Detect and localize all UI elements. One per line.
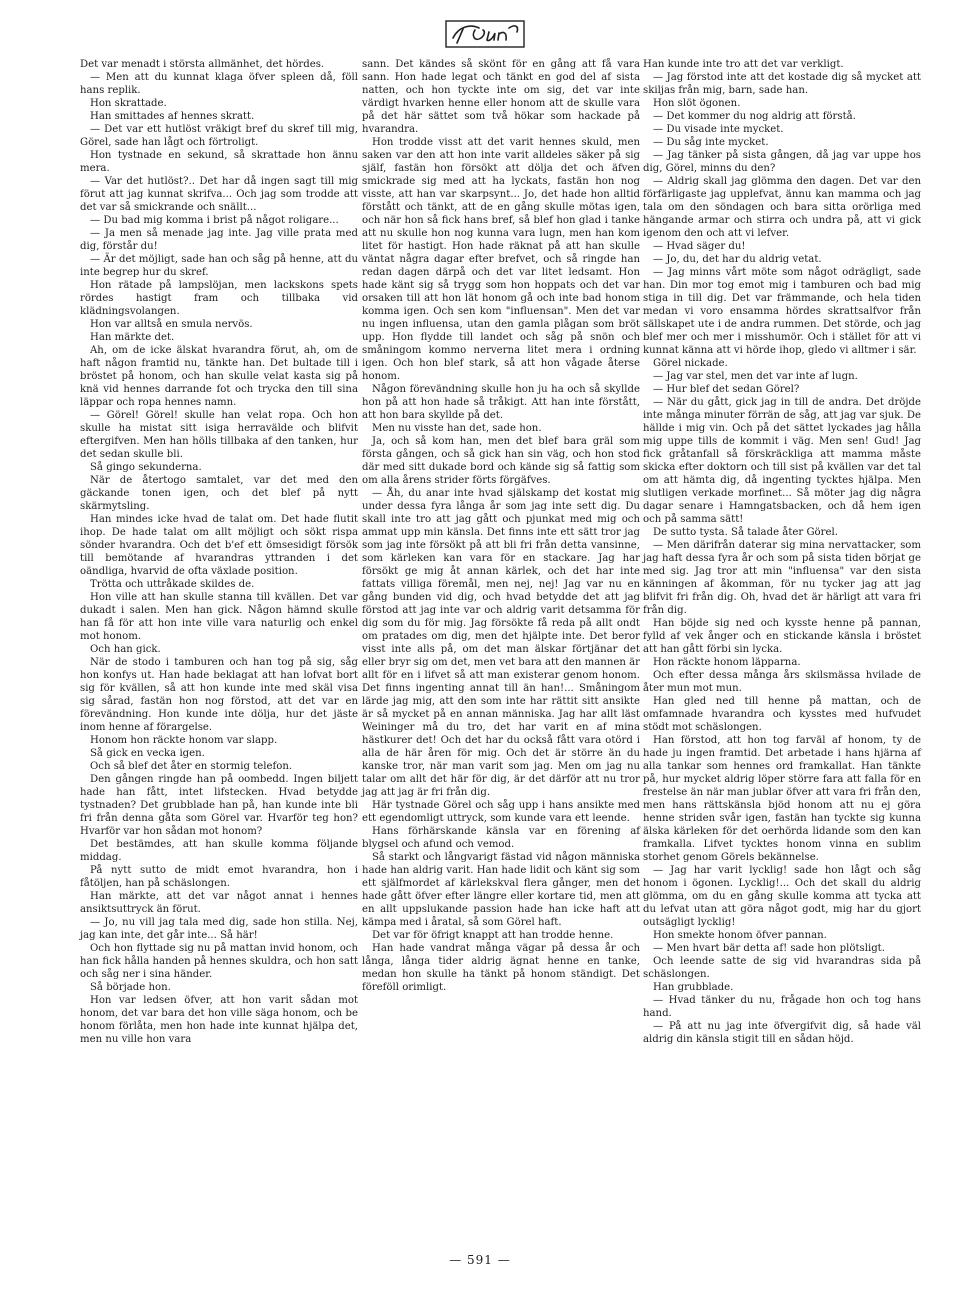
paragraph: Och han gick. bbox=[90, 644, 161, 655]
paragraph: Hon räckte honom läpparna. bbox=[653, 657, 801, 668]
paragraph: Görel nickade. bbox=[653, 358, 728, 369]
paragraph: Hon tystnade en sekund, så skrattade hon ännu mera. bbox=[80, 150, 358, 174]
page-number: — 591 — bbox=[449, 1253, 511, 1267]
paragraph: — Men att du kunnat klaga öfver spleen då, föll hans replik. bbox=[80, 72, 358, 96]
paragraph: — Hur blef det sedan Görel? bbox=[653, 384, 800, 395]
paragraph: — Men hvart bär detta af! sade hon plötsligt. bbox=[653, 943, 885, 954]
paragraph: Hon var ledsen öfver, att hon varit sådan mot honom, det var bara det hon ville säga honom, och be honom förlåta, men hon hade inte kunnat hjälpa det, men nu ville hon vara bbox=[80, 995, 358, 1045]
paragraph: — Jo, du, det har du aldrig vetat. bbox=[653, 254, 822, 265]
paragraph: Ah, om de icke älskat hvarandra förut, ah, om de haft någon framtid nu, tänkte han. Det bultade till i bröstet på honom, och han skulle velat kasta sig på knä vid hennes darrande fot och trycka den till sina läppar och ropa hennes namn. bbox=[80, 345, 358, 408]
paragraph: — Det kommer du nog aldrig att förstå. bbox=[653, 111, 856, 122]
paragraph: Det var för öfrigt knappt att han trodde henne. bbox=[372, 930, 614, 941]
paragraph: — Jag tänker på sista gången, då jag var uppe hos dig, Görel, minns du den? bbox=[643, 150, 921, 174]
paragraph: När de återtogo samtalet, var det med den gäckande tonen igen, och det blef på nytt skärmytsling. bbox=[80, 475, 358, 512]
paragraph: Så starkt och långvarigt fästad vid någon människa hade han aldrig varit. Han hade lidit och känt sig som ett själfmordet af kärlekskval flera gånger, men det hade gått öfver efter längre eller kortare tid, men att en allt uppslukande passion hade han icke haft att kämpa med i åratal, så som Görel haft. bbox=[362, 852, 640, 928]
paragraph: Han grubblade. bbox=[653, 982, 734, 993]
paragraph: Han mindes icke hvad de talat om. Det hade flutit ihop. De hade talat om allt möjligt och sökt rispa sönder hvarandra. Och det b'ef ett ömsesidigt försök till bemötande af hvarandras yttranden i det oändliga, hvarvid de ofta växlade position. bbox=[80, 514, 358, 577]
paragraph: Hon ville att han skulle stanna till kvällen. Det var dukadt i salen. Men han gick. Någon hämnd skulle han få för att hon inte ville vara naturlig och enkel mot honom. bbox=[80, 592, 358, 642]
paragraph: Han hade vandrat många vägar på dessa år och långa, långa tider aldrig ägnat henne en tanke, medan hon skulle ha tänkt på honom ständigt. Det föreföll orimligt. bbox=[362, 943, 640, 993]
paragraph: — Men därifrån daterar sig mina nervattacker, som jag haft dessa fyra år och som på sista tiden börjat ge med sig. Jag tror att min "influensa" var den sista känningen af åkomman, för nu tycker jag att jag blifvit fri från dig. Oh, hvad det är härligt att vara fri från dig. bbox=[643, 540, 921, 616]
paragraph: Ja, och så kom han, men det blef bara gräl som första gången, och så gick han sin väg, och hon stod där med sitt dukade bord och kände sig så fattig som om alla årens strider förts förgäfves. bbox=[362, 436, 640, 486]
paragraph: Han böjde sig ned och kysste henne på pannan, fylld af vek ånger och en stickande känsla i bröstet att han gått förbi sin lycka. bbox=[643, 618, 921, 655]
paragraph: Så gick en vecka igen. bbox=[90, 748, 205, 759]
paragraph: Så gingo sekunderna. bbox=[90, 462, 202, 473]
idun-masthead-logo bbox=[445, 18, 525, 50]
paragraph: Hon skrattade. bbox=[90, 98, 167, 109]
paragraph: — Åh, du anar inte hvad själskamp det kostat mig under dessa fyra långa år som jag inte sett dig. Du skall inte tro att jag gått och pjunkat med mig och ammat upp min känsla. Det finns inte ett sätt tror jag som jag inte försökt på att bli fri från detta vansinne, som kärleken kan vara för en stackare. Jag har försökt ge mig åt annan kärlek, och det har inte fattats villiga föremål, men nej, nej! Jag var nu en gång bunden vid dig, och hvad betydde det att jag förstod att jag inte var och aldrig varit detsamma för dig som du för mig. Jag försökte få reda på allt ondt om pratades om dig, men det hjälpte inte. Det beror visst inte alls på, om det man älskar förtjänar det eller bryr sig om det, men vet bara att den mannen är allt för en i lifvet så att man existerar genom honom. Det finns ingenting annat till än han!... Småningom lärde jag mig, att den som inte har rättit sitt ansikte är så mycket på en annan människa. Jag har allt läst Weininger må du tro, det har varit en af mina hästkurer det! Och det har du också fått vara otörd i alla de här åren för mig. Och det är större än du kanske tror, när man varit som jag. Men om jag nu talar om allt det här för dig, är det därför att nu tror jag att jag är fri från dig. bbox=[362, 488, 640, 798]
paragraph: — Jag har varit lycklig! sade hon lågt och såg honom i ögonen. Lycklig!... Och det skall du aldrig glömma, om du en gång skulle komma att tycka att du lefvat utan att göra något godt, mig har du gjort outsägligt lycklig! bbox=[643, 865, 921, 928]
text-column-2 bbox=[362, 58, 640, 994]
paragraph: Hon var alltså en smula nervös. bbox=[90, 319, 253, 330]
paragraph: Men nu visste han det, sade hon. bbox=[372, 423, 542, 434]
paragraph: Och efter dessa många års skilsmässa hvilade de åter mun mot mun. bbox=[643, 670, 921, 694]
text-column-1 bbox=[80, 58, 358, 1046]
paragraph: De sutto tysta. Så talade åter Görel. bbox=[653, 527, 838, 538]
paragraph: sann. Det kändes så skönt för en gång att få vara sann. Hon hade legat och tänkt en god del af sista natten, och hon tyckte inte om sig, det var inte värdigt hvarken henne eller honom att de skulle vara på det här sättet som två hökar som hackade på hvarandra. bbox=[362, 59, 640, 135]
paragraph: På nytt sutto de midt emot hvarandra, hon i fåtöljen, han på schäslongen. bbox=[80, 865, 358, 889]
paragraph: — När du gått, gick jag in till de andra. Det dröjde inte många minuter förrän de såg, att jag var sjuk. De hällde i mig vin. Och på det sättet lyckades jag hålla mig uppe tills de kommit i väg. Men sen! Gud! Jag fick gråtanfall så förskräckliga att mamma måste skicka efter doktorn och till sist på kvällen var det tal om att hämta dig, då ingenting tycktes hjälpa. Men slutligen verkade morfinet... Så möter jag dig några dagar senare i Hamngatsbacken, och då hem igen och på samma sätt! bbox=[643, 397, 921, 525]
paragraph: Här tystnade Görel och såg upp i hans ansikte med ett egendomligt uttryck, som kunde vara ett leende. bbox=[362, 800, 640, 824]
paragraph: Någon förevändning skulle hon ju ha och så skyllde hon på att hon hade så tråkigt. Att han inte förstått, att hon bara skyllde på det. bbox=[362, 384, 640, 421]
paragraph: Han märkte det. bbox=[90, 332, 175, 343]
paragraph: — Är det möjligt, sade han och såg på henne, att du inte begrep hur du skref. bbox=[80, 254, 358, 278]
paragraph: — Du bad mig komma i brist på något roligare... bbox=[90, 215, 339, 226]
paragraph: Det bestämdes, att han skulle komma följande middag. bbox=[80, 839, 358, 863]
paragraph: Han förstod, att hon tog farväl af honom, ty de hade ju ingen framtid. Det arbetade i hans hjärna af alla tankar som hennes ord framkallat. Han tänkte på, hur mycket aldrig löper större fara att falla för en frestelse än när man jublar öfver att vara fri från den, men hans rättskänsla bjöd honom att nu ej göra henne striden svår igen, fastän han tyckte sig kunna älska kärleken för det oerhörda lidande som den kan framkalla. Lifvet tycktes honom vinna en sublim storhet genom Görels bekännelse. bbox=[643, 735, 921, 863]
paragraph: Och hon flyttade sig nu på mattan invid honom, och han fick hålla handen på hennes skuldra, och hon satt och såg ner i sina händer. bbox=[80, 943, 358, 980]
paragraph: Hans förhärskande känsla var en förening af blygsel och afund och vemod. bbox=[362, 826, 640, 850]
paragraph: Han gled ned till henne på mattan, och de omfamnade hvarandra och kysstes med hufvudet stödt mot schäslongen. bbox=[643, 696, 921, 733]
paragraph: Och leende satte de sig vid hvarandras sida på schäslongen. bbox=[643, 956, 921, 980]
paragraph: Honom hon räckte honom var slapp. bbox=[90, 735, 278, 746]
paragraph: — Du visade inte mycket. bbox=[653, 124, 784, 135]
paragraph: — Var det hutlöst?.. Det har då ingen sagt till mig förut att jag kunnat skrifva... Och jag som trodde att det var så smickrande och snällt... bbox=[80, 176, 358, 213]
paragraph: När de stodo i tamburen och han tog på sig, såg hon konfys ut. Han hade beklagat att han lofvat bort sig för kvällen, så att hon kunde inte med skäl visa sig sårad, fastän hon nog förstod, att det var en förevändning. Hon kunde inte dölja, hur det jäste inom henne af förargelse. bbox=[80, 657, 358, 733]
paragraph: — Jo, nu vill jag tala med dig, sade hon stilla. Nej, jag kan inte, det går inte... Så här! bbox=[80, 917, 358, 941]
paragraph: Hon trodde visst att det varit hennes skuld, men saken var den att hon inte varit alldeles säker på sig själf, fastän hon försökt att dölja det och äfven smickrade sig med att ha lyckats, fastän hon nog visste, att han var skarpsynt... Jo, det hade hon alltid förstått och tänkt, att de en gång skulle mötas igen, och när hon så fick hans bref, så blef hon glad i tanke att nu skulle hon nog kunna vara lugn, men han kom litet för hastigt. Hon hade räknat på att han skulle väntat några dagar efter brefvet, och så ringde han redan dagen därpå och det var litet ledsamt. Hon hade känt sig så trygg som hon hoppats och det var orsaken till att hon lät honom gå och inte bad honom komma igen. Och sen kom "influensan". Men det var nu ingen influensa, utan den gamla plågan som bröt upp. Hon flydde till landet och såg på snön och småningom kommo nerverna litet mera i ordning igen. Och hon blef stark, så att hon vågade återsе honom. bbox=[362, 137, 640, 382]
paragraph: Hon smekte honom öfver pannan. bbox=[653, 930, 827, 941]
paragraph: Hon rätade på lampslöjan, men lackskons spets rördes hastigt fram och tillbaka vid klädningsvolangen. bbox=[80, 280, 358, 317]
paragraph: Han smittades af hennes skratt. bbox=[90, 111, 255, 122]
paragraph: — Jag minns vårt möte som något odrägligt, sade han. Din mor tog emot mig i tamburen och bad mig stiga in till dig. Det var främmande, och hela tiden medan vi voro ensamma hördes skrattsalfvor från sällskapet ute i de andra rummen. Det störde, och jag blef mer och mer i misshumör. Och i stället för att vi kunnat känna att vi hörde ihop, gledo vi alltmer i sär. bbox=[643, 267, 921, 356]
paragraph: — Hvad säger du! bbox=[653, 241, 746, 252]
paragraph: Han märkte, att det var något annat i hennes ansiktsuttryck än förut. bbox=[80, 891, 358, 915]
paragraph: Så började hon. bbox=[90, 982, 171, 993]
paragraph: Hon slöt ögonen. bbox=[653, 98, 741, 109]
paragraph: — Jag förstod inte att det kostade dig så mycket att skiljas från mig, barn, sade han. bbox=[643, 72, 921, 96]
paragraph: — Du såg inte mycket. bbox=[653, 137, 769, 148]
paragraph: — Görel! Görel! skulle han velat ropa. Och hon skulle ha mistat sitt isiga herravälde och blifvit eftergifven. Men han hölls tillbaka af den tanken, hur det sedan skulle bli. bbox=[80, 410, 358, 460]
paragraph: — Hvad tänker du nu, frågade hon och tog hans hand. bbox=[643, 995, 921, 1019]
paragraph: Trötta och uttråkade skildes de. bbox=[90, 579, 255, 590]
paragraph: Den gången ringde han på oombedd. Ingen biljett hade han fått, intet lifstecken. Hvad betydde tystnaden? Det grubblade han på, han kunde inte bli fri från denna gåta som Görel var. Hvarför teg hon? Hvarför var hon sådan mot honom? bbox=[80, 774, 358, 837]
paragraph: — På att nu jag inte öfvergifvit dig, så hade väl aldrig din känsla stigit till en sådan höjd. bbox=[643, 1021, 921, 1045]
paragraph: Och så blef det åter en stormig telefon. bbox=[90, 761, 293, 772]
paragraph: — Aldrig skall jag glömma den dagen. Det var den förfärligaste jag upplefvat, ännu kan mamma och jag tala om den söndagen och bara sitta orörliga med hängande armar och stirra och undra på, att vi gick igenom den och att vi lefver. bbox=[643, 176, 921, 239]
paragraph: — Jag var stel, men det var inte af lugn. bbox=[653, 371, 858, 382]
paragraph: Det var menadt i största allmänhet, det hördes. bbox=[80, 59, 325, 70]
paragraph: — Ja men så menade jag inte. Jag ville prata med dig, förstår du! bbox=[80, 228, 358, 252]
text-column-3 bbox=[643, 58, 921, 1046]
paragraph: — Det var ett hutlöst vräkigt bref du skref till mig, Görel, sade han lågt och förtroligt. bbox=[80, 124, 358, 148]
paragraph: Han kunde inte tro att det var verkligt. bbox=[643, 59, 844, 70]
